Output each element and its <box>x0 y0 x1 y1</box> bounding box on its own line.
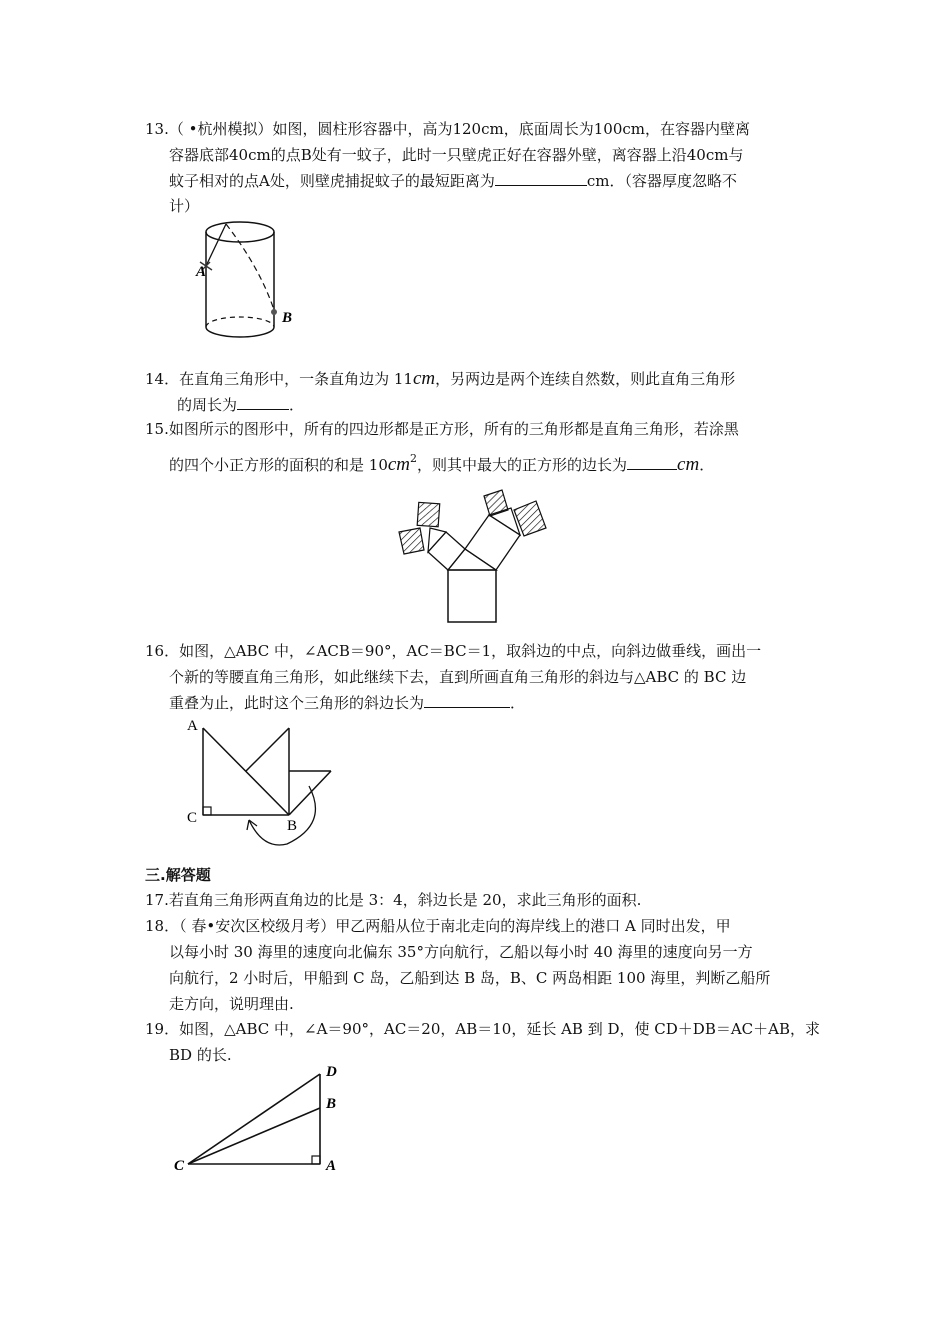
q14-line-1 <box>145 369 735 389</box>
q16-line-3-post: ． <box>510 694 526 712</box>
pythagoras-tree-figure <box>396 488 566 628</box>
q18-line-3: 向航行，2 小时后，甲船到 C 岛，乙船到达 B 岛，B、C 两岛相距 100 海里，判断乙船所 <box>169 969 771 987</box>
q14-line-2 <box>177 395 304 415</box>
cylinder-figure <box>190 218 310 348</box>
section-heading: 三.解答题 <box>145 866 211 884</box>
q16-line-3-pre: 重叠为止，此时这个三角形的斜边长为 <box>169 694 425 712</box>
q13-line-3-pre: 蚊子相对的点A处，则壁虎捕捉蚊子的最短距离为 <box>169 172 495 190</box>
q13-line-4: 计） <box>169 197 200 215</box>
q19-line-2: BD 的长. <box>169 1046 232 1064</box>
q16-fig-label-b: B <box>287 818 298 834</box>
q18-line-4: 走方向，说明理由. <box>169 995 294 1013</box>
q16-fig-label-c: C <box>187 810 198 826</box>
q13-answer-blank <box>495 171 587 186</box>
q13-line-1: 13.（ •杭州模拟）如图，圆柱形容器中，高为120cm，底面周长为100cm，在容器内壁离 <box>145 120 750 138</box>
triangle-cd-figure <box>172 1062 352 1182</box>
q14-line-1-pre: 14．在直角三角形中，一条直角边为 11 <box>145 370 413 388</box>
q15-unit-2: cm <box>677 454 700 475</box>
q15-line-2-mid: ，则其中最大的正方形的边长为 <box>417 456 628 474</box>
q13-line-2: 容器底部40cm的点B处有一蚊子，此时一只壁虎正好在容器外壁，离容器上沿40cm与 <box>169 146 744 164</box>
q15-line-1: 15.如图所示的图形中，所有的四边形都是正方形，所有的三角形都是直角三角形，若涂黑 <box>145 420 739 438</box>
q16-answer-blank <box>424 693 510 708</box>
q14-line-2-post: ． <box>289 396 305 414</box>
q19-fig-label-b: B <box>326 1096 337 1112</box>
q13-fig-label-b: B <box>282 310 293 326</box>
q14-line-1-post: ，另两边是两个连续自然数，则此直角三角形 <box>435 370 736 388</box>
q14-answer-blank <box>237 395 289 410</box>
q14-line-2-pre: 的周长为 <box>177 396 238 414</box>
q16-fig-label-a: A <box>187 718 198 734</box>
q19-fig-label-c: C <box>174 1158 185 1174</box>
q18-line-2: 以每小时 30 海里的速度向北偏东 35°方向航行，乙船以每小时 40 海里的速度向另一方 <box>169 943 753 961</box>
q13-line-3-post: cm．（容器厚度忽略不 <box>586 172 737 190</box>
q16-line-2: 个新的等腰直角三角形，如此继续下去，直到所画直角三角形的斜边与△ABC 的 BC 边 <box>169 668 747 686</box>
q19-fig-label-d: D <box>326 1064 337 1080</box>
isosceles-triangle-figure <box>183 712 343 852</box>
q15-unit-exponent: 2 <box>410 452 418 465</box>
q18-line-1: 18．（ 春•安次区校级月考）甲乙两船从位于南北走向的海岸线上的港口 A 同时出发，甲 <box>145 917 731 935</box>
q13-line-3 <box>169 171 737 191</box>
q15-unit: cm <box>387 454 411 475</box>
q19-line-1: 19．如图，△ABC 中，∠A＝90°，AC＝20，AB＝10，延长 AB 到 D，使 CD＋DB＝AC＋AB，求 <box>145 1020 821 1038</box>
q14-unit: cm <box>412 368 436 389</box>
q17-line: 17.若直角三角形两直角边的比是 3：4，斜边长是 20，求此三角形的面积. <box>145 891 642 909</box>
q16-line-3 <box>169 693 525 713</box>
q19-fig-label-a: A <box>326 1158 337 1174</box>
q13-fig-label-a: A <box>196 264 207 280</box>
q15-answer-blank <box>627 455 677 470</box>
q16-line-1: 16．如图，△ABC 中，∠ACB＝90°，AC＝BC＝1，取斜边的中点，向斜边做垂线，画出一 <box>145 642 762 660</box>
q15-line-2-post: ． <box>699 456 715 474</box>
q15-line-2-pre: 的四个小正方形的面积的和是 10 <box>169 456 388 474</box>
q15-line-2 <box>169 449 714 475</box>
